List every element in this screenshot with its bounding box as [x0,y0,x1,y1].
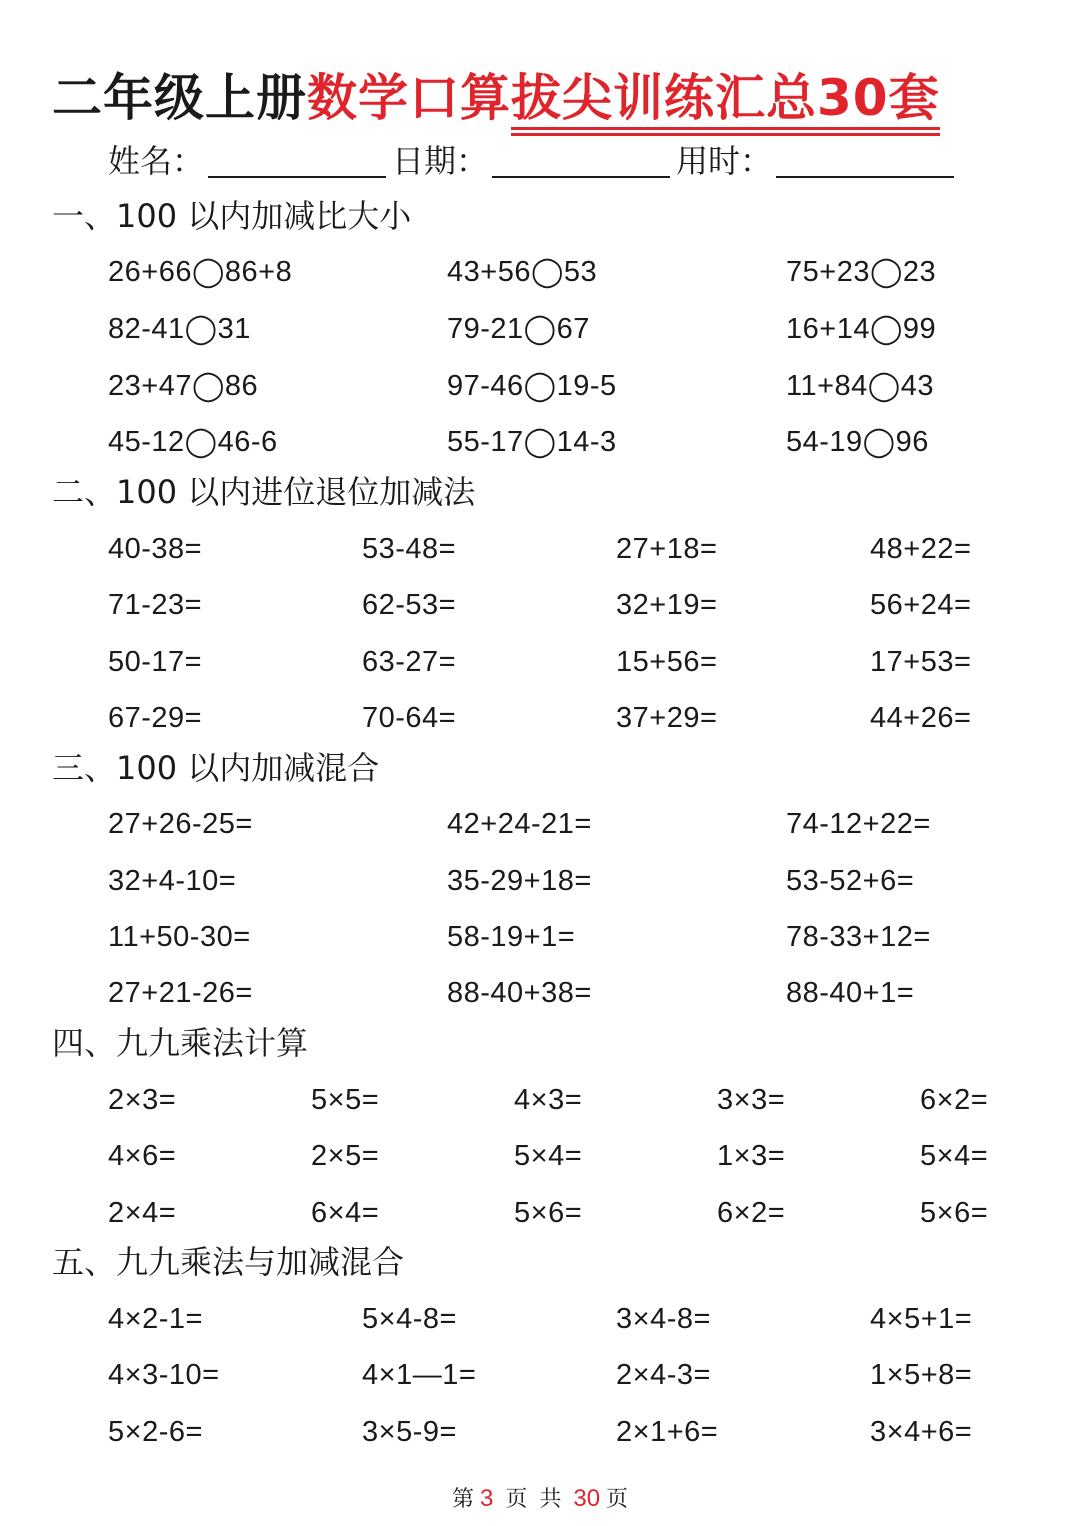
problem-item: 82-41◯31 [108,313,251,345]
problem-item: 11+84◯43 [786,370,935,402]
problem-item: 2×5= [311,1140,380,1172]
problem-item: 50-17= [108,646,203,678]
section-heading-carry: 二、100 以内进位退位加减法 [52,473,476,511]
problem-item: 48+22= [870,533,972,565]
section-heading-multiply-mixed: 五、九九乘法与加减混合 [52,1243,405,1281]
problem-item: 42+24-21= [447,808,592,840]
problem-item: 3×4+6= [870,1416,973,1448]
problem-item: 78-33+12= [786,921,931,953]
footer-page-number: 3 [479,1485,494,1512]
page-title [52,60,940,136]
problem-item: 32+19= [616,589,718,621]
problem-item: 5×2-6= [108,1416,203,1448]
problem-item: 5×5= [311,1084,380,1116]
problem-item: 27+26-25= [108,808,253,840]
title-underline-top [511,127,940,130]
problem-item: 70-64= [362,702,457,734]
problem-item: 1×5+8= [870,1359,973,1391]
title-subject: 数学口算 [307,69,511,127]
footer-prefix: 第 [451,1487,474,1512]
problem-item: 79-21◯67 [447,313,590,345]
problem-item: 88-40+38= [447,977,592,1009]
problem-item: 4×3-10= [108,1359,220,1391]
date-label: 日期： [392,142,489,180]
problem-item: 4×6= [108,1140,177,1172]
problem-item: 4×3= [514,1084,583,1116]
problem-item: 4×1—1= [362,1359,477,1391]
problem-item: 88-40+1= [786,977,915,1009]
problem-item: 2×4-3= [616,1359,711,1391]
problem-item: 3×5-9= [362,1416,457,1448]
problem-item: 5×6= [514,1197,583,1229]
problem-item: 16+14◯99 [786,313,937,345]
problem-item: 62-53= [362,589,457,621]
problem-item: 6×2= [717,1197,786,1229]
problem-item: 2×3= [108,1084,177,1116]
footer-total-pages: 30 [573,1485,601,1512]
problem-item: 56+24= [870,589,972,621]
problem-item: 58-19+1= [447,921,576,953]
problem-item: 55-17◯14-3 [447,426,617,458]
page-footer [0,1482,1080,1513]
problem-item: 1×3= [717,1140,786,1172]
time-field[interactable] [776,142,954,178]
problem-item: 4×5+1= [870,1303,973,1335]
problem-item: 67-29= [108,702,203,734]
problem-item: 32+4-10= [108,865,237,897]
problem-item: 27+18= [616,533,718,565]
problem-item: 5×4-8= [362,1303,457,1335]
footer-middle-b: 共 [539,1487,562,1512]
section-heading-multiply: 四、九九乘法计算 [52,1024,309,1062]
section-heading-mixed: 三、100 以内加减混合 [52,749,380,787]
footer-suffix: 页 [606,1487,629,1512]
problem-item: 63-27= [362,646,457,678]
problem-item: 15+56= [616,646,718,678]
section-heading-compare: 一、100 以内加减比大小 [52,197,412,235]
problem-item: 53-48= [362,533,457,565]
problem-item: 2×1+6= [616,1416,719,1448]
problem-item: 43+56◯53 [447,256,598,288]
problem-item: 5×4= [920,1140,989,1172]
problem-item: 3×3= [717,1084,786,1116]
title-underline-bottom [511,133,940,136]
problem-item: 54-19◯96 [786,426,929,458]
date-field[interactable] [492,142,670,178]
problem-item: 11+50-30= [108,921,251,953]
problem-item: 23+47◯86 [108,370,259,402]
time-label: 用时： [676,142,773,180]
problem-item: 5×6= [920,1197,989,1229]
problem-item: 3×4-8= [616,1303,711,1335]
problem-item: 5×4= [514,1140,583,1172]
problem-item: 35-29+18= [447,865,592,897]
problem-item: 4×2-1= [108,1303,203,1335]
problem-item: 26+66◯86+8 [108,256,293,288]
problem-item: 53-52+6= [786,865,915,897]
problem-item: 2×4= [108,1197,177,1229]
title-collection [511,60,940,136]
name-label: 姓名： [108,142,205,180]
title-grade: 二年级上册 [52,69,307,127]
problem-item: 75+23◯23 [786,256,937,288]
problem-item: 17+53= [870,646,972,678]
problem-item: 97-46◯19-5 [447,370,617,402]
problem-item: 74-12+22= [786,808,931,840]
name-field[interactable] [208,142,386,178]
problem-item: 37+29= [616,702,718,734]
title-collection-text: 拔尖训练汇总30套 [511,69,940,127]
problem-item: 45-12◯46-6 [108,426,278,458]
problem-item: 40-38= [108,533,203,565]
footer-middle-a: 页 [505,1487,528,1512]
problem-item: 6×4= [311,1197,380,1229]
problem-item: 44+26= [870,702,972,734]
problem-item: 71-23= [108,589,203,621]
student-info-bar [108,138,960,184]
problem-item: 6×2= [920,1084,989,1116]
problem-item: 27+21-26= [108,977,253,1009]
